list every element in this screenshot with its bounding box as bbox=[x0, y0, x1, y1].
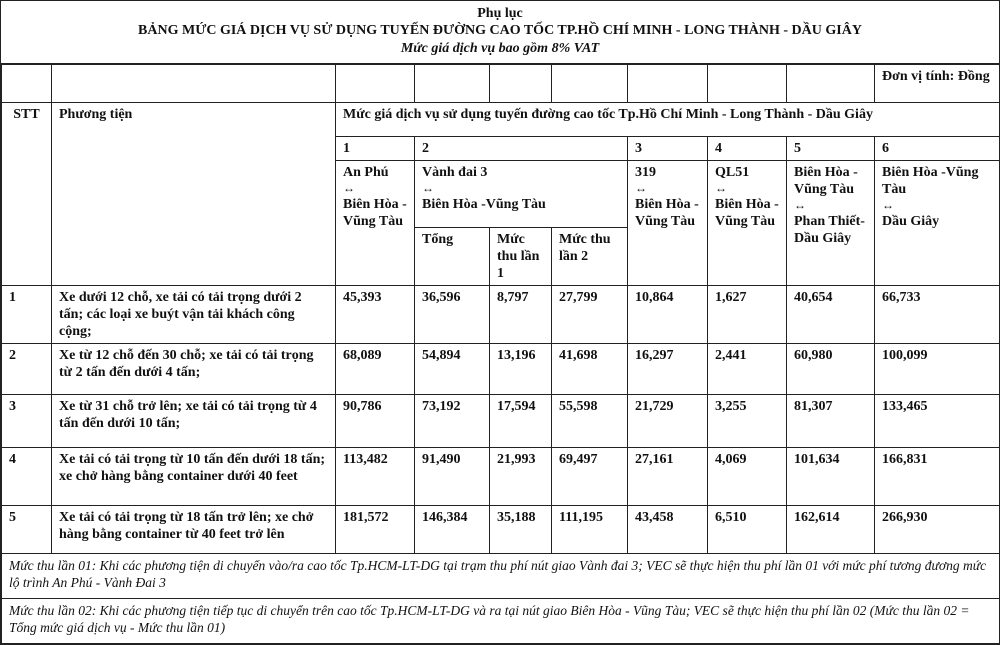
row-stt: 5 bbox=[2, 506, 52, 554]
price-cell: 36,596 bbox=[415, 286, 490, 344]
route-from: Vành đai 3 bbox=[422, 165, 488, 180]
price-cell: 113,482 bbox=[336, 448, 415, 506]
price-cell: 55,598 bbox=[552, 395, 628, 448]
route-to: Biên Hòa -Vũng Tàu bbox=[343, 197, 407, 229]
route-number: 3 bbox=[628, 137, 708, 161]
bidirectional-arrow-icon: ↔ bbox=[422, 181, 434, 195]
price-cell: 146,384 bbox=[415, 506, 490, 554]
price-cell: 81,307 bbox=[787, 395, 875, 448]
appendix-label: Phụ lục bbox=[477, 6, 523, 21]
table-row bbox=[2, 506, 1000, 554]
blank-cell bbox=[2, 65, 52, 103]
price-cell: 8,797 bbox=[490, 286, 552, 344]
blank-cell bbox=[552, 65, 628, 103]
price-cell: 181,572 bbox=[336, 506, 415, 554]
price-cell: 90,786 bbox=[336, 395, 415, 448]
table-row bbox=[2, 286, 1000, 344]
price-cell: 100,099 bbox=[875, 344, 1000, 395]
price-cell: 16,297 bbox=[628, 344, 708, 395]
route-header-bien-hoa-phan-thiet bbox=[787, 161, 875, 286]
price-cell: 4,069 bbox=[708, 448, 787, 506]
price-cell: 6,510 bbox=[708, 506, 787, 554]
bidirectional-arrow-icon: ↔ bbox=[882, 198, 894, 212]
route-header-an-phu bbox=[336, 161, 415, 286]
note-row bbox=[2, 599, 1000, 644]
price-cell: 166,831 bbox=[875, 448, 1000, 506]
route-to: Biên Hòa -Vũng Tàu bbox=[635, 197, 699, 229]
route-number: 6 bbox=[875, 137, 1000, 161]
row-stt: 4 bbox=[2, 448, 52, 506]
blank-cell bbox=[336, 65, 415, 103]
blank-cell bbox=[52, 65, 336, 103]
route-header-ql51 bbox=[708, 161, 787, 286]
bidirectional-arrow-icon: ↔ bbox=[343, 181, 355, 195]
route-number: 5 bbox=[787, 137, 875, 161]
route-from: Biên Hòa -Vũng Tàu bbox=[882, 165, 979, 197]
price-cell: 91,490 bbox=[415, 448, 490, 506]
blank-cell bbox=[787, 65, 875, 103]
price-cell: 69,497 bbox=[552, 448, 628, 506]
group-header-row bbox=[2, 103, 1000, 137]
route-header-vanh-dai-3 bbox=[415, 161, 628, 228]
route-from: QL51 bbox=[715, 165, 750, 180]
bidirectional-arrow-icon: ↔ bbox=[715, 181, 727, 195]
row-vehicle: Xe từ 12 chỗ đến 30 chỗ; xe tải có tải trọng từ 2 tấn đến dưới 4 tấn; bbox=[52, 344, 336, 395]
bidirectional-arrow-icon: ↔ bbox=[635, 181, 647, 195]
price-cell: 13,196 bbox=[490, 344, 552, 395]
row-vehicle: Xe dưới 12 chỗ, xe tải có tải trọng dưới 2 tấn; các loại xe buýt vận tải khách công cộng; bbox=[52, 286, 336, 344]
col-header-stt: STT bbox=[2, 103, 52, 286]
blank-cell bbox=[415, 65, 490, 103]
price-cell: 27,161 bbox=[628, 448, 708, 506]
sub-header-total: Tổng bbox=[415, 228, 490, 286]
route-to: Biên Hòa -Vũng Tàu bbox=[715, 197, 779, 229]
price-cell: 40,654 bbox=[787, 286, 875, 344]
route-header-bien-hoa-dau-giay bbox=[875, 161, 1000, 286]
price-cell: 21,729 bbox=[628, 395, 708, 448]
route-to: Dầu Giây bbox=[882, 214, 940, 229]
price-cell: 54,894 bbox=[415, 344, 490, 395]
vat-subtitle: Mức giá dịch vụ bao gồm 8% VAT bbox=[400, 41, 600, 56]
table-row bbox=[2, 344, 1000, 395]
price-cell: 111,195 bbox=[552, 506, 628, 554]
note-row bbox=[2, 554, 1000, 599]
route-to: Biên Hòa -Vũng Tàu bbox=[422, 197, 546, 212]
blank-cell bbox=[708, 65, 787, 103]
unit-label: Đơn vị tính: Đồng bbox=[875, 65, 1000, 103]
price-cell: 266,930 bbox=[875, 506, 1000, 554]
price-group-header: Mức giá dịch vụ sử dụng tuyến đường cao tốc Tp.Hồ Chí Minh - Long Thành - Dầu Giây bbox=[336, 103, 1000, 137]
route-from: Biên Hòa - Vũng Tàu bbox=[794, 165, 858, 197]
route-number: 2 bbox=[415, 137, 628, 161]
route-number: 1 bbox=[336, 137, 415, 161]
price-cell: 66,733 bbox=[875, 286, 1000, 344]
col-header-vehicle: Phương tiện bbox=[52, 103, 336, 286]
price-cell: 21,993 bbox=[490, 448, 552, 506]
title-block bbox=[1, 1, 999, 64]
price-cell: 1,627 bbox=[708, 286, 787, 344]
note-second-charge: Mức thu lần 02: Khi các phương tiện tiếp tục di chuyển trên cao tốc Tp.HCM-LT-DG và ra tại nút giao Biên Hòa - Vũng Tàu; VEC sẽ thực hiện thu phí lần 02 (Mức thu lần 02 = Tổng mức giá dịch vụ - Mức thu lần 01) bbox=[2, 599, 1000, 644]
price-cell: 133,465 bbox=[875, 395, 1000, 448]
row-vehicle: Xe từ 31 chỗ trở lên; xe tải có tải trọng từ 4 tấn đến dưới 10 tấn; bbox=[52, 395, 336, 448]
price-cell: 35,188 bbox=[490, 506, 552, 554]
row-vehicle: Xe tải có tải trọng từ 10 tấn đến dưới 18 tấn; xe chở hàng bằng container dưới 40 feet bbox=[52, 448, 336, 506]
price-cell: 43,458 bbox=[628, 506, 708, 554]
row-stt: 1 bbox=[2, 286, 52, 344]
table-row bbox=[2, 395, 1000, 448]
bidirectional-arrow-icon: ↔ bbox=[794, 198, 806, 212]
sub-header-first-charge: Mức thu lần 1 bbox=[490, 228, 552, 286]
route-from: 319 bbox=[635, 165, 656, 180]
document-title: BẢNG MỨC GIÁ DỊCH VỤ SỬ DỤNG TUYẾN ĐƯỜNG CAO TỐC TP.HỒ CHÍ MINH - LONG THÀNH - DẦU GIÂY bbox=[138, 23, 862, 38]
route-header-319 bbox=[628, 161, 708, 286]
note-first-charge: Mức thu lần 01: Khi các phương tiện di chuyển vào/ra cao tốc Tp.HCM-LT-DG tại trạm thu phí nút giao Vành đai 3; VEC sẽ thực hiện thu phí lần 01 với mức phí tương đương mức lộ trình An Phú - Vành Đai 3 bbox=[2, 554, 1000, 599]
price-cell: 27,799 bbox=[552, 286, 628, 344]
row-stt: 3 bbox=[2, 395, 52, 448]
blank-cell bbox=[490, 65, 552, 103]
row-vehicle: Xe tải có tải trọng từ 18 tấn trở lên; xe chở hàng bằng container từ 40 feet trở lên bbox=[52, 506, 336, 554]
price-cell: 45,393 bbox=[336, 286, 415, 344]
price-cell: 10,864 bbox=[628, 286, 708, 344]
route-number: 4 bbox=[708, 137, 787, 161]
price-cell: 17,594 bbox=[490, 395, 552, 448]
sub-header-second-charge: Mức thu lần 2 bbox=[552, 228, 628, 286]
price-cell: 68,089 bbox=[336, 344, 415, 395]
price-cell: 3,255 bbox=[708, 395, 787, 448]
blank-header-row bbox=[2, 65, 1000, 103]
route-to: Phan Thiết-Dầu Giây bbox=[794, 214, 865, 246]
price-cell: 162,614 bbox=[787, 506, 875, 554]
price-cell: 60,980 bbox=[787, 344, 875, 395]
price-cell: 101,634 bbox=[787, 448, 875, 506]
price-cell: 73,192 bbox=[415, 395, 490, 448]
price-table bbox=[1, 64, 1000, 644]
row-stt: 2 bbox=[2, 344, 52, 395]
blank-cell bbox=[628, 65, 708, 103]
table-row bbox=[2, 448, 1000, 506]
route-from: An Phú bbox=[343, 165, 389, 180]
price-cell: 2,441 bbox=[708, 344, 787, 395]
price-cell: 41,698 bbox=[552, 344, 628, 395]
